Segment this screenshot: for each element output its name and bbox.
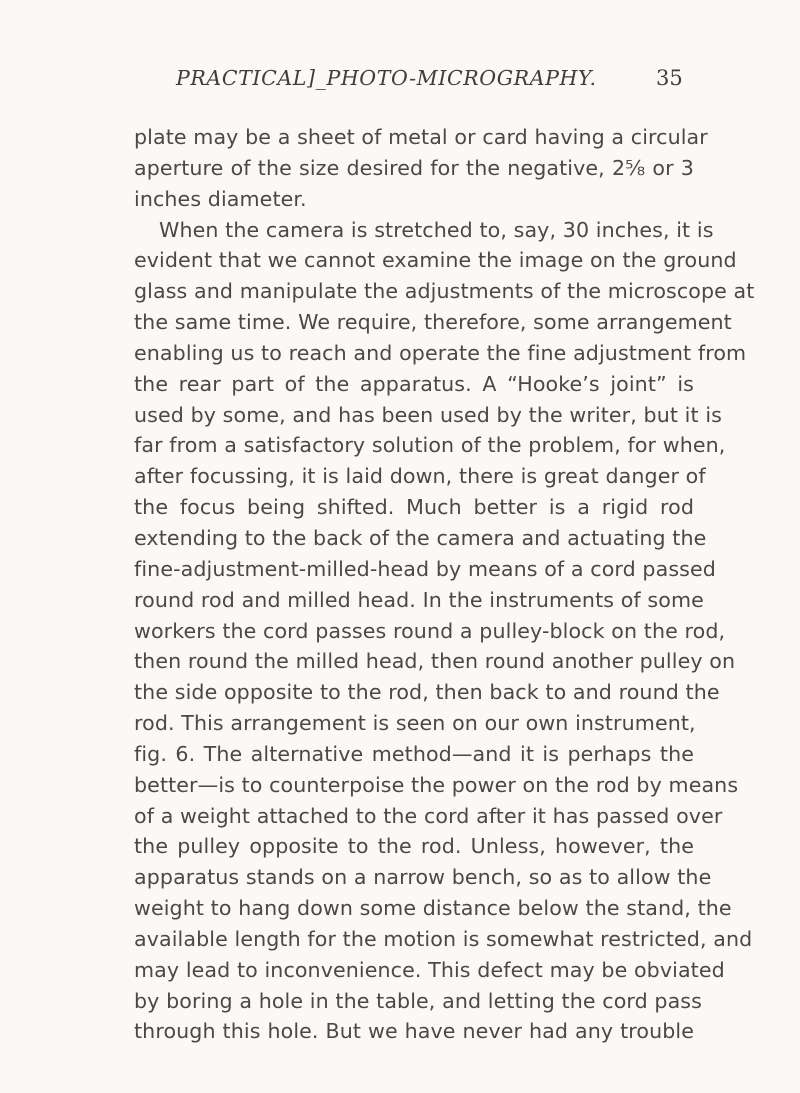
text-line: evident that we cannot examine the image on the ground — [134, 248, 737, 273]
text-line: far from a satisfactory solution of the problem, for when, — [134, 433, 726, 458]
text-line: the same time. We require, therefore, some arrangement — [134, 310, 732, 335]
text-line: fig. 6. The alternative method—and it is perhaps the — [134, 741, 694, 766]
running-head — [0, 66, 800, 96]
text-line: extending to the back of the camera and actuating the — [134, 525, 707, 550]
text-line: aperture of the size desired for the negative, 2⅝ or 3 — [134, 155, 694, 180]
text-line: When the camera is stretched to, say, 30 inches, it is — [159, 217, 714, 242]
text-line: by boring a hole in the table, and letting the cord pass — [134, 988, 702, 1013]
text-line: used by some, and has been used by the writer, but it is — [134, 402, 722, 427]
text-line: glass and manipulate the adjustments of the microscope at — [134, 279, 755, 304]
text-line: available length for the motion is somewhat restricted, and — [134, 926, 753, 951]
text-line: inches diameter. — [134, 186, 307, 211]
text-line: weight to hang down some distance below the stand, the — [134, 896, 732, 921]
text-line: plate may be a sheet of metal or card having a circular — [134, 125, 708, 149]
text-line: the side opposite to the rod, then back to and round the — [134, 680, 720, 705]
text-line: the rear part of the apparatus. A “Hooke’s joint” is — [134, 371, 694, 396]
text-line: after focussing, it is laid down, there is great danger of — [134, 464, 706, 489]
body-text — [134, 122, 755, 1047]
text-line: fine-adjustment-milled-head by means of a cord passed — [134, 556, 716, 581]
text-line: apparatus stands on a narrow bench, so as to allow the — [134, 865, 712, 890]
text-line: the pulley opposite to the rod. Unless, however, the — [134, 834, 694, 859]
text-line: round rod and milled head. In the instruments of some — [134, 587, 704, 612]
text-line: through this hole. But we have never had any trouble — [134, 1019, 694, 1044]
page-number: 35 — [656, 66, 683, 90]
running-title: PRACTICAL]_PHOTO-MICROGRAPHY. — [176, 66, 597, 90]
text-line: better—is to counterpoise the power on the rod by means — [134, 772, 739, 797]
text-line: may lead to inconvenience. This defect may be obviated — [134, 957, 725, 982]
text-line: rod. This arrangement is seen on our own instrument, — [134, 711, 696, 736]
text-line: workers the cord passes round a pulley-block on the rod, — [134, 618, 726, 643]
text-line: the focus being shifted. Much better is a rigid rod — [134, 495, 694, 520]
text-line: enabling us to reach and operate the fine adjustment from — [134, 340, 747, 365]
text-line: then round the milled head, then round another pulley on — [134, 649, 736, 674]
text-line: of a weight attached to the cord after it has passed over — [134, 803, 723, 828]
